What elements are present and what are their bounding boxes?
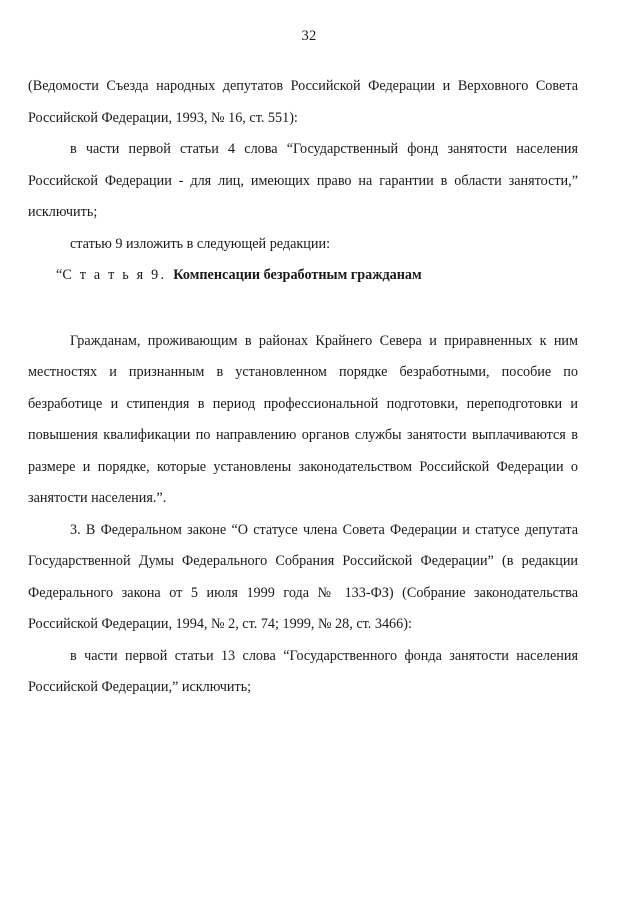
document-body <box>28 71 578 704</box>
paragraph-amendment-article-13: в части первой статьи 13 слова “Государственного фонда занятости населения Российской Федерации,” исключить; <box>28 647 578 696</box>
paragraph-amendment-article-9-intro: статью 9 изложить в следующей редакции: <box>70 235 331 252</box>
paragraph-amendment-article-4: в части первой статьи 4 слова “Государственный фонд занятости населения Российской Федерации - для лиц, имеющих право на гарантии в области занятости,” исключить; <box>28 141 578 221</box>
article-title: Компенсации безработным гражданам <box>173 267 422 284</box>
section-spacer <box>28 292 578 326</box>
article-quote-mark: “ <box>56 267 63 284</box>
paragraph-item-3: 3. В Федеральном законе “О статусе члена Совета Федерации и статусе депутата Государственной Думы Федерального Собрания Российской Федерации” (в редакции Федерального закона от 5 июля 1999 года № 133-ФЗ) (Собрание законодательства Российской Федерации, 1994, № 2, ст. 74; 1999, № 28, ст. 3466): <box>28 521 578 633</box>
paragraph-citation-1: (Ведомости Съезда народных депутатов Российской Федерации и Верховного Совета Российской Федерации, 1993, № 16, ст. 551): <box>28 78 578 126</box>
article-heading <box>28 260 578 292</box>
paragraph-article-9-body: Гражданам, проживающим в районах Крайнего Севера и приравненных к ним местностях и признанным в установленном порядке безработными, пособие по безработице и стипендия в период профессиональной подготовки, переподготовки и повышения квалификации по направлению органов службы занятости выплачиваются в размере и порядке, которые установлены законодательством Российской Федерации о занятости населения.”. <box>28 332 578 507</box>
article-label: С т а т ь я 9. <box>62 267 167 284</box>
page-number: 32 <box>301 28 317 44</box>
